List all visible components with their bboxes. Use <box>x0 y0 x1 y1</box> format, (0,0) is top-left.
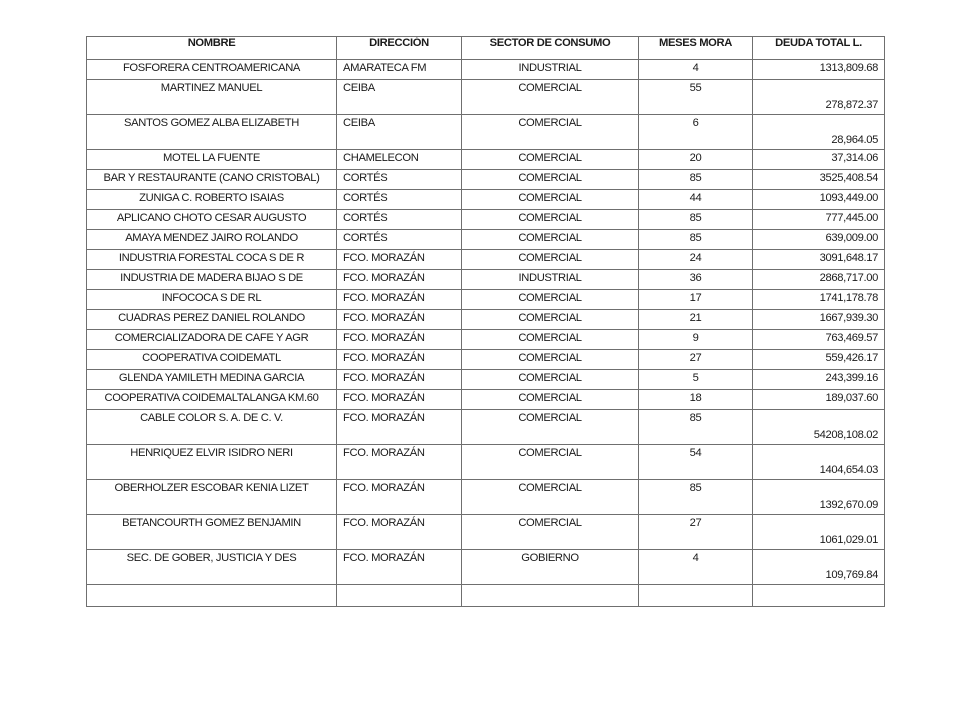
cell-text-sector: GOBIERNO <box>521 552 579 564</box>
cell-sector <box>462 350 639 370</box>
cell-text-meses: 85 <box>689 482 702 494</box>
cell-meses <box>639 150 753 170</box>
cell-deuda <box>753 310 885 330</box>
cell-text-meses: 27 <box>689 352 702 364</box>
cell-direccion <box>337 370 462 390</box>
table-row <box>87 150 885 170</box>
cell-text-nombre: MARTINEZ MANUEL <box>160 82 263 94</box>
cell-direccion <box>337 585 462 607</box>
cell-text-sector: COMERCIAL <box>518 412 582 424</box>
cell-text-meses: 54 <box>689 447 702 459</box>
cell-text-deuda: 1313,809.68 <box>819 62 878 74</box>
cell-sector <box>462 585 639 607</box>
cell-deuda <box>753 190 885 210</box>
cell-text-nombre: COMERCIALIZADORA DE CAFE Y AGR <box>114 332 309 344</box>
debt-table-container <box>86 36 884 607</box>
cell-nombre <box>87 250 337 270</box>
cell-text-sector: COMERCIAL <box>518 392 582 404</box>
cell-text-deuda: 1741,178.78 <box>819 292 878 304</box>
cell-text-deuda: 1392,670.09 <box>819 498 878 511</box>
cell-meses <box>639 310 753 330</box>
cell-text-deuda <box>753 585 884 587</box>
cell-direccion <box>337 190 462 210</box>
table-row <box>87 210 885 230</box>
cell-nombre <box>87 310 337 330</box>
debt-table <box>86 36 885 607</box>
cell-text-meses: 21 <box>689 312 702 324</box>
cell-text-sector: COMERCIAL <box>518 192 582 204</box>
table-row <box>87 250 885 270</box>
cell-meses <box>639 410 753 445</box>
cell-nombre <box>87 480 337 515</box>
cell-deuda <box>753 290 885 310</box>
cell-text-direccion: FCO. MORAZÁN <box>343 372 425 384</box>
cell-nombre <box>87 190 337 210</box>
cell-text-nombre: APLICANO CHOTO CESAR AUGUSTO <box>116 212 307 224</box>
cell-text-sector: COMERCIAL <box>518 352 582 364</box>
cell-text-deuda: 2868,717.00 <box>819 272 878 284</box>
cell-text-sector: COMERCIAL <box>518 152 582 164</box>
cell-text-meses: 6 <box>692 117 699 129</box>
cell-meses <box>639 250 753 270</box>
cell-text-direccion: CORTÉS <box>343 212 388 224</box>
cell-sector <box>462 480 639 515</box>
cell-deuda <box>753 480 885 515</box>
cell-direccion <box>337 80 462 115</box>
cell-text-direccion: CORTÉS <box>343 172 388 184</box>
table-row <box>87 290 885 310</box>
cell-nombre <box>87 80 337 115</box>
cell-text-nombre: INDUSTRIA FORESTAL COCA S DE R <box>118 252 305 264</box>
cell-text-sector: INDUSTRIAL <box>518 62 582 74</box>
cell-text-sector: COMERCIAL <box>518 117 582 129</box>
cell-text-meses: 55 <box>689 82 702 94</box>
cell-deuda <box>753 270 885 290</box>
column-header-nombre: NOMBRE <box>87 37 337 60</box>
cell-sector <box>462 290 639 310</box>
cell-sector <box>462 445 639 480</box>
cell-text-deuda: 189,037.60 <box>825 392 878 404</box>
cell-text-nombre: HENRIQUEZ ELVIR ISIDRO NERI <box>130 447 293 459</box>
cell-meses <box>639 370 753 390</box>
cell-text-direccion <box>337 585 461 587</box>
table-row <box>87 60 885 80</box>
cell-text-meses: 17 <box>689 292 702 304</box>
cell-sector <box>462 150 639 170</box>
cell-text-nombre: SANTOS GOMEZ ALBA ELIZABETH <box>124 117 299 129</box>
cell-text-deuda: 54208,108.02 <box>813 428 878 441</box>
cell-text-deuda: 639,009.00 <box>825 232 878 244</box>
cell-text-sector <box>462 585 638 587</box>
cell-text-direccion: CHAMELECON <box>343 152 419 164</box>
cell-text-meses: 4 <box>692 552 699 564</box>
cell-text-sector: COMERCIAL <box>518 482 582 494</box>
cell-sector <box>462 390 639 410</box>
cell-deuda <box>753 390 885 410</box>
cell-direccion <box>337 115 462 150</box>
cell-text-deuda: 777,445.00 <box>825 212 878 224</box>
table-row <box>87 80 885 115</box>
cell-direccion <box>337 550 462 585</box>
cell-sector <box>462 230 639 250</box>
cell-text-meses: 4 <box>692 62 699 74</box>
cell-meses <box>639 190 753 210</box>
cell-direccion <box>337 250 462 270</box>
cell-text-sector: COMERCIAL <box>518 447 582 459</box>
cell-sector <box>462 115 639 150</box>
cell-text-direccion: FCO. MORAZÁN <box>343 482 425 494</box>
cell-meses <box>639 270 753 290</box>
cell-meses <box>639 170 753 190</box>
cell-text-direccion: CORTÉS <box>343 192 388 204</box>
cell-deuda <box>753 230 885 250</box>
column-header-meses: MESES MORA <box>639 37 753 60</box>
cell-nombre <box>87 585 337 607</box>
cell-text-sector: INDUSTRIAL <box>518 272 582 284</box>
cell-text-deuda: 243,399.16 <box>825 372 878 384</box>
cell-meses <box>639 80 753 115</box>
cell-direccion <box>337 350 462 370</box>
cell-deuda <box>753 550 885 585</box>
cell-direccion <box>337 515 462 550</box>
cell-text-meses: 36 <box>689 272 702 284</box>
cell-nombre <box>87 445 337 480</box>
cell-text-nombre: MOTEL LA FUENTE <box>163 152 260 164</box>
cell-deuda <box>753 515 885 550</box>
cell-direccion <box>337 445 462 480</box>
cell-text-direccion: FCO. MORAZÁN <box>343 552 425 564</box>
cell-text-sector: COMERCIAL <box>518 332 582 344</box>
cell-meses <box>639 230 753 250</box>
cell-text-deuda: 1093,449.00 <box>819 192 878 204</box>
cell-sector <box>462 370 639 390</box>
cell-text-sector: COMERCIAL <box>518 292 582 304</box>
cell-text-sector: COMERCIAL <box>518 517 582 529</box>
cell-text-meses: 5 <box>692 372 699 384</box>
cell-text-direccion: FCO. MORAZÁN <box>343 447 425 459</box>
table-row <box>87 480 885 515</box>
cell-text-nombre: COOPERATIVA COIDEMALTALANGA KM.60 <box>104 392 319 404</box>
cell-text-nombre: FOSFORERA CENTROAMERICANA <box>122 62 301 74</box>
cell-text-sector: COMERCIAL <box>518 312 582 324</box>
cell-direccion <box>337 150 462 170</box>
cell-nombre <box>87 550 337 585</box>
table-row <box>87 370 885 390</box>
cell-meses <box>639 445 753 480</box>
cell-text-nombre: SEC. DE GOBER, JUSTICIA Y DES <box>126 552 297 564</box>
cell-text-sector: COMERCIAL <box>518 212 582 224</box>
cell-text-direccion: CORTÉS <box>343 232 388 244</box>
cell-text-direccion: FCO. MORAZÁN <box>343 312 425 324</box>
column-header-direccion: DIRECCIÓN <box>337 37 462 60</box>
cell-text-deuda: 1061,029.01 <box>819 533 878 546</box>
table-row <box>87 410 885 445</box>
cell-meses <box>639 60 753 80</box>
cell-text-meses: 85 <box>689 412 702 424</box>
cell-text-direccion: FCO. MORAZÁN <box>343 272 425 284</box>
table-row <box>87 330 885 350</box>
cell-nombre <box>87 230 337 250</box>
cell-text-nombre: ZUNIGA C. ROBERTO ISAIAS <box>139 192 284 204</box>
cell-text-direccion: CEIBA <box>343 117 375 129</box>
cell-text-nombre: COOPERATIVA COIDEMATL <box>142 352 281 364</box>
table-row <box>87 115 885 150</box>
cell-sector <box>462 80 639 115</box>
table-row <box>87 310 885 330</box>
cell-text-nombre: BETANCOURTH GOMEZ BENJAMIN <box>122 517 301 529</box>
column-header-deuda: DEUDA TOTAL L. <box>753 37 885 60</box>
cell-sector <box>462 270 639 290</box>
cell-meses <box>639 550 753 585</box>
cell-nombre <box>87 330 337 350</box>
cell-direccion <box>337 390 462 410</box>
cell-text-sector: COMERCIAL <box>518 172 582 184</box>
cell-nombre <box>87 270 337 290</box>
cell-text-meses: 24 <box>689 252 702 264</box>
cell-text-nombre <box>87 585 336 587</box>
cell-direccion <box>337 60 462 80</box>
cell-nombre <box>87 60 337 80</box>
cell-deuda <box>753 585 885 607</box>
cell-text-meses: 18 <box>689 392 702 404</box>
cell-sector <box>462 550 639 585</box>
table-body <box>87 60 885 607</box>
cell-meses <box>639 515 753 550</box>
cell-direccion <box>337 310 462 330</box>
cell-text-direccion: CEIBA <box>343 82 375 94</box>
cell-text-direccion: AMARATECA FM <box>343 62 427 74</box>
cell-text-direccion: FCO. MORAZÁN <box>343 352 425 364</box>
cell-sector <box>462 410 639 445</box>
cell-text-meses: 85 <box>689 232 702 244</box>
cell-text-meses: 44 <box>689 192 702 204</box>
table-row <box>87 515 885 550</box>
cell-meses <box>639 290 753 310</box>
cell-nombre <box>87 350 337 370</box>
cell-meses <box>639 330 753 350</box>
cell-text-direccion: FCO. MORAZÁN <box>343 292 425 304</box>
cell-text-meses: 85 <box>689 172 702 184</box>
cell-direccion <box>337 290 462 310</box>
cell-direccion <box>337 480 462 515</box>
cell-nombre <box>87 170 337 190</box>
cell-sector <box>462 170 639 190</box>
cell-text-sector: COMERCIAL <box>518 232 582 244</box>
cell-text-nombre: GLENDA YAMILETH MEDINA GARCIA <box>118 372 305 384</box>
cell-text-nombre: CABLE COLOR S. A. DE C. V. <box>140 412 283 424</box>
cell-sector <box>462 210 639 230</box>
cell-nombre <box>87 115 337 150</box>
table-row <box>87 350 885 370</box>
table-row <box>87 170 885 190</box>
cell-direccion <box>337 170 462 190</box>
cell-nombre <box>87 390 337 410</box>
cell-deuda <box>753 410 885 445</box>
cell-text-nombre: AMAYA MENDEZ JAIRO ROLANDO <box>125 232 298 244</box>
cell-sector <box>462 190 639 210</box>
table-header <box>87 37 885 60</box>
cell-text-nombre: OBERHOLZER ESCOBAR KENIA LIZET <box>114 482 309 494</box>
cell-sector <box>462 250 639 270</box>
cell-text-nombre: INDUSTRIA DE MADERA BIJAO S DE <box>120 272 303 284</box>
cell-text-sector: COMERCIAL <box>518 372 582 384</box>
cell-text-sector: COMERCIAL <box>518 252 582 264</box>
cell-text-direccion: FCO. MORAZÁN <box>343 412 425 424</box>
cell-text-direccion: FCO. MORAZÁN <box>343 252 425 264</box>
cell-text-deuda: 763,469.57 <box>825 332 878 344</box>
cell-deuda <box>753 170 885 190</box>
cell-sector <box>462 330 639 350</box>
cell-meses <box>639 115 753 150</box>
table-row <box>87 445 885 480</box>
cell-direccion <box>337 330 462 350</box>
cell-text-deuda: 278,872.37 <box>825 98 878 111</box>
cell-sector <box>462 310 639 330</box>
cell-deuda <box>753 370 885 390</box>
cell-deuda <box>753 80 885 115</box>
table-row-empty <box>87 585 885 607</box>
table-row <box>87 270 885 290</box>
cell-text-deuda: 3091,648.17 <box>819 252 878 264</box>
cell-text-nombre: CUADRAS PEREZ DANIEL ROLANDO <box>118 312 305 324</box>
cell-text-meses: 85 <box>689 212 702 224</box>
cell-deuda <box>753 250 885 270</box>
cell-text-sector: COMERCIAL <box>518 82 582 94</box>
cell-direccion <box>337 270 462 290</box>
cell-text-meses: 20 <box>689 152 702 164</box>
cell-text-deuda: 28,964.05 <box>831 133 878 146</box>
cell-text-deuda: 1667,939.30 <box>819 312 878 324</box>
cell-meses <box>639 585 753 607</box>
cell-text-meses <box>639 585 752 587</box>
cell-deuda <box>753 150 885 170</box>
cell-nombre <box>87 210 337 230</box>
cell-nombre <box>87 290 337 310</box>
cell-text-direccion: FCO. MORAZÁN <box>343 332 425 344</box>
cell-direccion <box>337 230 462 250</box>
cell-sector <box>462 60 639 80</box>
cell-deuda <box>753 350 885 370</box>
column-header-sector: SECTOR DE CONSUMO <box>462 37 639 60</box>
cell-text-direccion: FCO. MORAZÁN <box>343 517 425 529</box>
cell-text-nombre: BAR Y RESTAURANTE (CANO CRISTOBAL) <box>103 172 320 184</box>
cell-deuda <box>753 60 885 80</box>
cell-text-direccion: FCO. MORAZÁN <box>343 392 425 404</box>
table-row <box>87 550 885 585</box>
cell-nombre <box>87 515 337 550</box>
cell-text-nombre: INFOCOCA S DE RL <box>161 292 262 304</box>
cell-direccion <box>337 210 462 230</box>
cell-deuda <box>753 445 885 480</box>
cell-sector <box>462 515 639 550</box>
cell-text-deuda: 1404,654.03 <box>819 463 878 476</box>
cell-text-deuda: 3525,408.54 <box>819 172 878 184</box>
table-row <box>87 390 885 410</box>
cell-meses <box>639 480 753 515</box>
cell-nombre <box>87 370 337 390</box>
cell-deuda <box>753 330 885 350</box>
cell-text-deuda: 109,769.84 <box>825 568 878 581</box>
cell-deuda <box>753 115 885 150</box>
table-row <box>87 190 885 210</box>
cell-text-meses: 9 <box>692 332 699 344</box>
cell-text-meses: 27 <box>689 517 702 529</box>
cell-text-deuda: 37,314.06 <box>831 152 878 164</box>
table-row <box>87 230 885 250</box>
cell-meses <box>639 350 753 370</box>
cell-direccion <box>337 410 462 445</box>
cell-nombre <box>87 410 337 445</box>
cell-meses <box>639 390 753 410</box>
cell-deuda <box>753 210 885 230</box>
cell-meses <box>639 210 753 230</box>
cell-nombre <box>87 150 337 170</box>
cell-text-deuda: 559,426.17 <box>825 352 878 364</box>
table-header-row <box>87 37 885 60</box>
